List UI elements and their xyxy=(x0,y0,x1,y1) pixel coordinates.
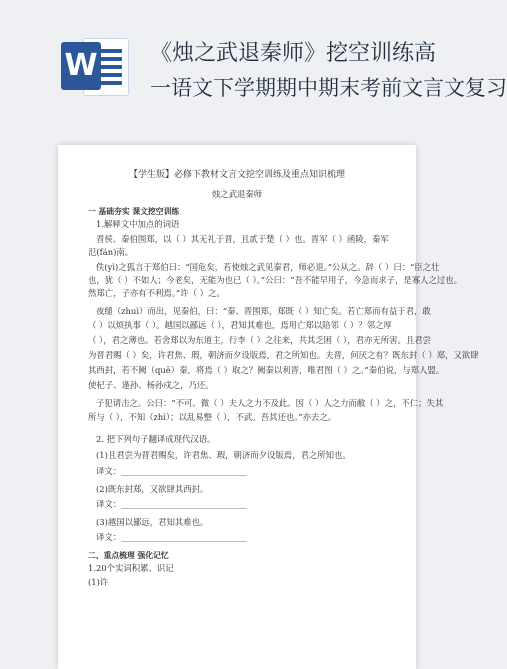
passage-line: 然郑亡，子亦有不利焉。”许（ ）之。 xyxy=(88,288,225,298)
passage-line: 子犯请击之。公曰：“不可。微（ ）夫人之力不及此。因（ ）人之力而敝（ ）之，不仁；失其 xyxy=(96,398,444,408)
document-preview xyxy=(58,145,479,669)
page-title-line-2: 一语文下学期期中期末考前文言文复习 xyxy=(150,76,507,100)
section-heading: 二、重点梳理 强化记忆 xyxy=(88,551,169,560)
word-app-icon xyxy=(61,36,127,96)
passage-line: 其西封，若不阙（quē）秦，将焉（ ）取之？阙秦以利晋，唯君图（ ）之。”秦伯说，与郑人盟。 xyxy=(88,365,445,375)
question-label: 1.20个实词积累、识记 xyxy=(88,563,174,573)
passage-line: 氾(fán)南。 xyxy=(88,247,134,257)
translation-sentence: (2)既东封郑，又欲肆其西封。 xyxy=(96,484,209,494)
list-item: (1)许 xyxy=(88,577,109,587)
document-heading: 【学生版】必修下教材文言文挖空训练及重点知识梳理 xyxy=(128,170,345,180)
question-label: 2. 把下列句子翻译成现代汉语。 xyxy=(96,434,216,444)
passage-line: 所与（ ），不知（zhì）；以乱易整（ ），不武。吾其还也。”亦去之。 xyxy=(88,412,337,422)
passage-line: （ ），君之薄也。若舍郑以为东道主，行李（ ）之往来，共其乏困（ ），君亦无所害。且君尝 xyxy=(88,335,431,345)
passage-line: 晋侯、秦伯围郑，以（ ）其无礼于晋，且贰于楚（ ）也。晋军（ ）函陵，秦军 xyxy=(96,234,389,244)
section-heading: 一 基础夯实 课文挖空训练 xyxy=(88,207,180,216)
passage-line: 也，犹（ ）不如人；今老矣，无能为也已（ ）。”公曰：“吾不能早用子，今急而求子，是寡人之过也。 xyxy=(88,275,462,285)
word-w-badge-icon: W xyxy=(61,42,101,90)
translation-answer-line: 译文：______________________________ xyxy=(96,499,247,509)
translation-answer-line: 译文：______________________________ xyxy=(96,532,247,542)
passage-line: 佚(yì)之狐言于郑伯曰：“国危矣，若使烛之武见秦君，师必退。”公从之。辞（ ）曰：“臣之壮 xyxy=(96,262,440,272)
passage-line: （ ）以烦执事（ ）。越国以鄙远（ ），君知其难也，焉用亡郑以陪邻（ ）？邻之厚 xyxy=(88,320,392,330)
translation-sentence: (1)且君尝为晋君赐矣，许君焦、瑕，朝济而夕设版焉，君之所知也。 xyxy=(96,450,351,460)
translation-answer-line: 译文：______________________________ xyxy=(96,466,247,476)
translation-sentence: (3)越国以鄙远，君知其难也。 xyxy=(96,517,209,527)
passage-line: 使杞子、逢孙、杨孙戍之，乃还。 xyxy=(88,380,214,390)
page-title-line-1: 《烛之武退秦师》挖空训练高 xyxy=(150,41,437,66)
passage-line: 为晋君赐（ ）矣，许君焦、瑕，朝济而夕设版焉，君之所知也。夫晋，何厌之有？既东封（ ）郑，又欲肆 xyxy=(88,350,479,360)
question-label: 1.解释文中加点的词语 xyxy=(96,219,180,229)
document-subtitle: 烛之武退秦师 xyxy=(211,189,263,199)
passage-line: 夜缒（zhuì）而出，见秦伯，曰：“秦、晋围郑，郑既（ ）知亡矣。若亡郑而有益于君，敢 xyxy=(96,306,431,316)
